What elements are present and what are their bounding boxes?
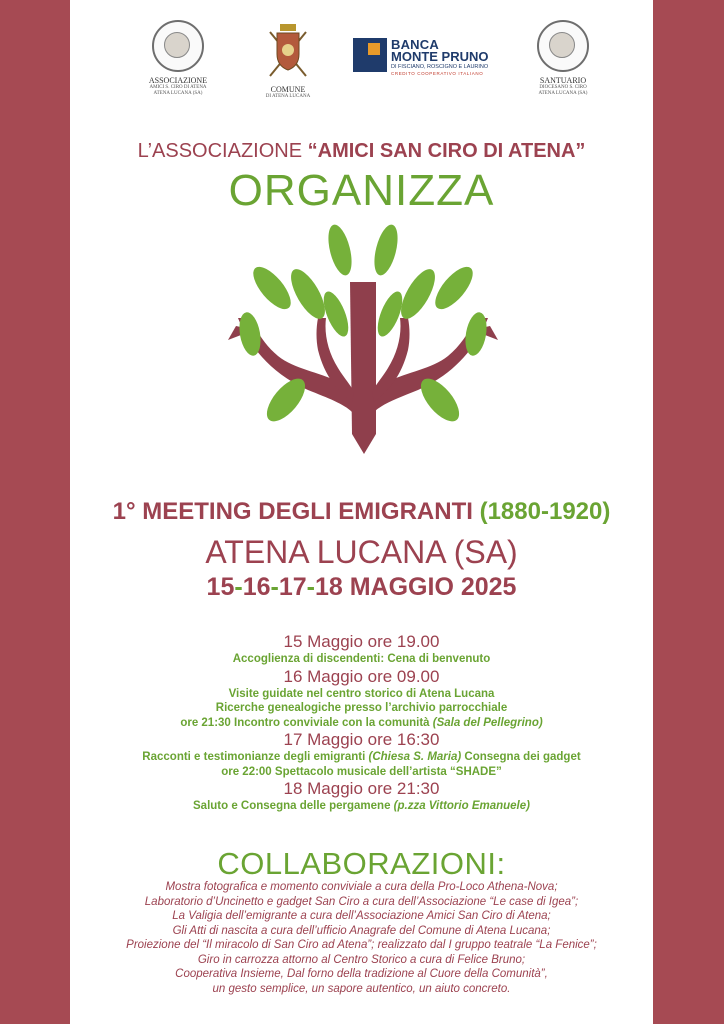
program bbox=[70, 632, 653, 814]
day-16-line-2: Ricerche genealogiche presso l’archivio parrocchiale bbox=[215, 702, 508, 714]
day-17-heading: 17 Maggio ore 16:30 bbox=[283, 730, 440, 749]
comune-crest-icon bbox=[264, 20, 312, 80]
comune-logo-subcaption: DI ATENA LUCANA bbox=[265, 94, 311, 99]
collaborazioni-title: COLLABORAZIONI: bbox=[217, 846, 506, 881]
sponsor-logos bbox=[70, 20, 653, 110]
meeting-title bbox=[70, 498, 653, 526]
day-16-line-3-main: ore 21:30 Incontro conviviale con la comunità bbox=[180, 716, 433, 729]
santuario-logo bbox=[530, 20, 596, 97]
meeting-title-text: 1° MEETING DEGLI EMIGRANTI bbox=[112, 498, 480, 525]
event-city: ATENA LUCANA (SA) bbox=[205, 534, 518, 570]
association-logo-place: ATENA LUCANA (SA) bbox=[153, 91, 203, 96]
day-18-line-1-main: Saluto e Consegna delle pergamene bbox=[193, 800, 394, 812]
association-name: “AMICI SAN CIRO DI ATENA” bbox=[307, 140, 586, 162]
collab-item: Proiezione del “Il miracolo di San Ciro ad Atena”; realizzato dal I gruppo teatrale “La Fenice”; bbox=[126, 939, 597, 951]
bank-name-line2: MONTE PRUNO bbox=[391, 49, 489, 64]
bank-name-line3: DI FISCIANO, ROSCIGNO E LAURINO bbox=[391, 64, 489, 70]
date-dash-1: - bbox=[234, 573, 243, 601]
day-16-heading: 16 Maggio ore 09.00 bbox=[283, 666, 440, 686]
meeting-years: (1880-1920) bbox=[479, 498, 611, 525]
association-prefix: L’ASSOCIAZIONE bbox=[137, 140, 308, 162]
comune-logo bbox=[253, 20, 323, 100]
date-dash-2: - bbox=[270, 573, 279, 601]
association-logo-subcaption: AMICI S. CIRO DI ATENA bbox=[149, 85, 207, 90]
collab-item: Gli Atti di nascita a cura dell’ufficio Anagrafe del Comune di Atena Lucana; bbox=[172, 924, 551, 937]
day-17-line-1 bbox=[70, 750, 653, 765]
day-17-line-1-place: (Chiesa S. Maria) bbox=[368, 751, 462, 763]
collab-item: Cooperativa Insieme, Dal forno della tradizione al Cuore della Comunità”, bbox=[175, 968, 548, 980]
bank-square-icon bbox=[353, 38, 387, 72]
day-17-line-2: ore 22:00 Spettacolo musicale dell’artista “SHADE” bbox=[221, 765, 502, 778]
day-15-heading: 15 Maggio ore 19.00 bbox=[283, 632, 440, 651]
date-16: 16 bbox=[242, 573, 271, 601]
day-18-line-1-place: (p.zza Vittorio Emanuele) bbox=[393, 800, 530, 812]
santuario-logo-place: ATENA LUCANA (SA) bbox=[538, 91, 588, 96]
collab-item: un gesto semplice, un sapore autentico, un aiuto concreto. bbox=[212, 982, 511, 995]
santuario-logo-subcaption: DIOCESANO S. CIRO bbox=[539, 85, 587, 90]
santuario-seal-icon bbox=[537, 20, 589, 72]
date-18-rest: 18 MAGGIO 2025 bbox=[314, 573, 517, 601]
day-15-line: Accoglienza di discendenti: Cena di benvenuto bbox=[232, 653, 491, 665]
association-logo-caption: ASSOCIAZIONE bbox=[148, 76, 208, 85]
day-18-heading: 18 Maggio ore 21:30 bbox=[283, 779, 440, 798]
day-16-line-1: Visite guidate nel centro storico di Atena Lucana bbox=[228, 687, 495, 700]
day-17-line-1-b: Consegna dei gadget bbox=[461, 751, 581, 763]
bank-name-line4: CREDITO COOPERATIVO ITALIANO bbox=[391, 71, 484, 76]
day-17-line-1-a: Racconti e testimonianze degli emigranti bbox=[142, 751, 369, 763]
day-16-line-3 bbox=[70, 716, 653, 731]
collab-item: La Valigia dell’emigrante a cura dell’Associazione Amici San Ciro di Atena; bbox=[172, 910, 551, 922]
bank-logo bbox=[353, 38, 503, 78]
collaborazioni-list bbox=[70, 880, 653, 996]
event-dates bbox=[70, 573, 653, 602]
bank-name-line1: BANCA bbox=[391, 37, 439, 52]
association-heading bbox=[70, 140, 653, 163]
day-18-line-1 bbox=[70, 799, 653, 814]
collab-item: Laboratorio d’Uncinetto e gadget San Ciro a cura dell’Associazione “Le case di Igea”; bbox=[144, 895, 579, 908]
santuario-logo-caption: SANTUARIO bbox=[539, 76, 587, 85]
date-dash-3: - bbox=[306, 573, 315, 601]
association-logo bbox=[145, 20, 211, 97]
date-17: 17 bbox=[278, 573, 307, 601]
comune-logo-caption: COMUNE bbox=[270, 85, 306, 94]
tree-logo-icon bbox=[228, 222, 498, 482]
date-15: 15 bbox=[206, 573, 235, 601]
association-seal-icon bbox=[152, 20, 204, 72]
collab-item: Mostra fotografica e momento conviviale a cura della Pro-Loco Athena-Nova; bbox=[165, 881, 558, 893]
organizza-heading: ORGANIZZA bbox=[228, 166, 495, 215]
poster-page bbox=[70, 0, 653, 1024]
collab-item: Giro in carrozza attorno al Centro Storico a cura di Felice Bruno; bbox=[197, 953, 526, 966]
day-16-line-3-place: (Sala del Pellegrino) bbox=[432, 716, 543, 729]
